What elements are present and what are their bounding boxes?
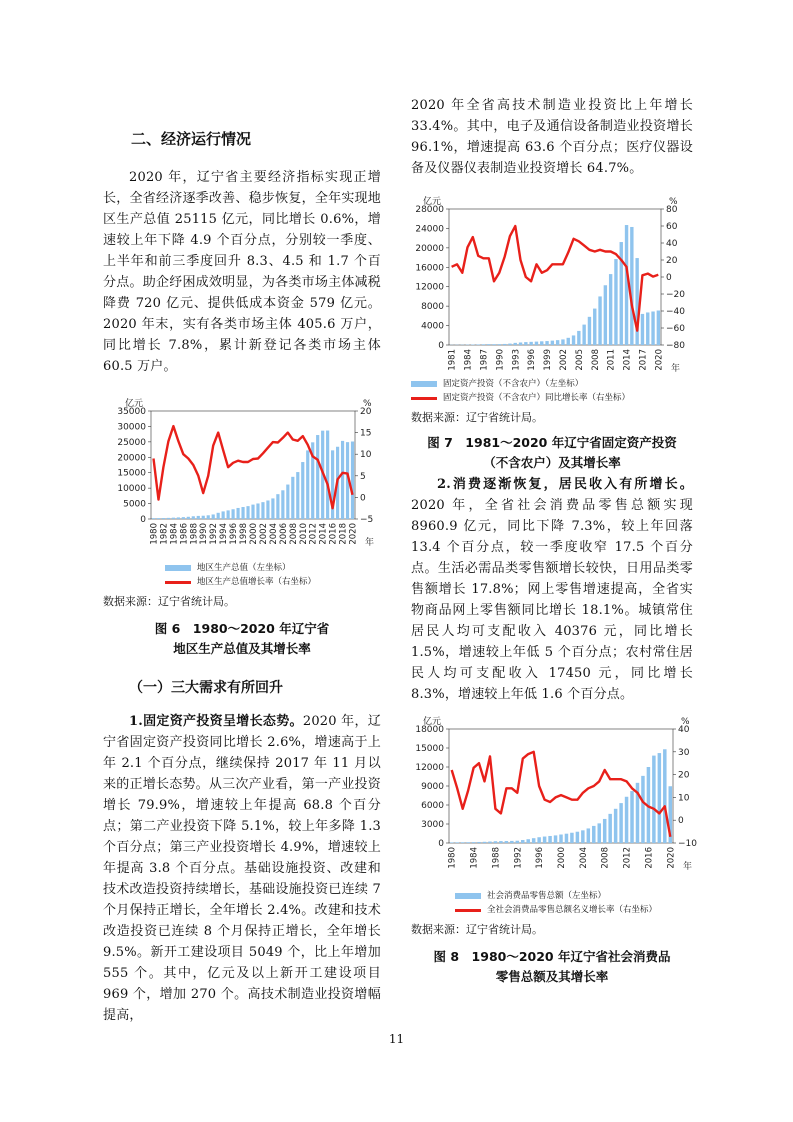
fig8-bar — [488, 842, 491, 843]
fig8-bar — [548, 836, 551, 843]
fig7-bar — [593, 309, 596, 345]
fig8-svg — [411, 713, 697, 889]
fig8-left-unit: 亿元 — [423, 717, 442, 727]
fig7-legend-line — [411, 391, 693, 405]
fig7-plot-frame — [449, 209, 661, 345]
fig6-x-tick-label: 1990 — [199, 523, 210, 545]
fig6-x-tick-label: 1984 — [169, 523, 180, 545]
legend-line-swatch — [411, 397, 437, 400]
fig7-bar — [588, 317, 591, 345]
fig6-bar — [212, 514, 215, 519]
fig8-bar — [505, 841, 508, 843]
fig7-bar — [657, 311, 660, 345]
investment-lead: 1.固定资产投资呈增长态势。 — [129, 714, 303, 729]
fig8-bar — [521, 840, 524, 843]
fig7-bar — [630, 227, 633, 345]
fig7-svg — [411, 191, 693, 377]
fig8-bar — [450, 842, 453, 843]
fig8-bar — [658, 753, 661, 843]
fig8-x-tick-label: 2000 — [557, 847, 567, 869]
fig8-bar — [526, 839, 529, 843]
legend-line-label: 地区生产总值增长率（右坐标） — [197, 577, 317, 587]
fig7-bar — [577, 331, 580, 345]
fig7-bar — [498, 344, 501, 345]
fig6-x-tick-label: 2002 — [258, 523, 269, 545]
fig8-bar — [466, 842, 469, 843]
fig8-x-tick-label: 2004 — [578, 847, 589, 869]
fig6-bar — [276, 494, 279, 519]
fig7-right-tick-label: −40 — [666, 307, 685, 317]
fig8-bar — [630, 791, 633, 843]
fig6-bar — [197, 516, 200, 519]
fig8-right-tick-label: −10 — [678, 839, 697, 849]
fig6-x-tick-label: 2018 — [338, 523, 349, 545]
fig6-bar — [251, 505, 254, 519]
fig7-right-tick-label: 40 — [666, 239, 678, 249]
fig8-source: 数据来源：辽宁省统计局。 — [411, 923, 543, 936]
fig8-right-tick-label: 20 — [678, 770, 690, 781]
fig8-bar — [559, 835, 562, 843]
legend-line-swatch — [455, 909, 481, 912]
figure-7-chart — [411, 191, 693, 377]
fig6-bar — [286, 485, 289, 519]
fig7-x-tick-label: 1981 — [447, 349, 458, 371]
fig8-bar — [625, 797, 628, 843]
fig8-bar — [455, 842, 458, 843]
fig7-bar — [540, 341, 543, 345]
fig6-left-tick-label: 5000 — [123, 499, 146, 510]
fig6-source: 数据来源：辽宁省统计局。 — [103, 595, 235, 608]
fig8-left-tick-label: 6000 — [421, 801, 444, 811]
fig6-caption — [103, 619, 381, 659]
fig8-bar — [587, 828, 590, 843]
fig6-right-tick-label: 10 — [360, 450, 372, 461]
fig8-bar — [603, 819, 606, 843]
fig6-bar — [157, 518, 160, 519]
fig7-bar — [561, 339, 564, 345]
fig6-bar — [301, 462, 304, 519]
fig6-bar — [177, 517, 180, 519]
fig6-left-tick-label: 30000 — [117, 422, 146, 433]
fig6-x-tick-label: 1980 — [149, 523, 160, 545]
fig7-source: 数据来源：辽宁省统计局。 — [411, 411, 543, 424]
fig6-left-tick-label: 0 — [140, 515, 146, 525]
fig6-bar — [182, 517, 185, 519]
fig6-x-tick-label: 2012 — [308, 523, 319, 545]
fig7-bar — [551, 341, 554, 345]
fig8-bar — [543, 837, 546, 843]
fig8-bar — [494, 841, 497, 843]
fig7-bar — [529, 342, 532, 345]
fig6-left-tick-label: 10000 — [117, 484, 146, 495]
fig7-bar — [609, 274, 612, 345]
fig8-bar — [461, 842, 464, 843]
fig7-legend — [411, 377, 693, 405]
fig7-bar — [519, 342, 522, 345]
fig8-legend-bar — [455, 889, 693, 903]
fig6-x-tick-label: 2016 — [328, 523, 339, 545]
fig8-left-tick-label: 15000 — [415, 744, 444, 754]
fig7-right-tick-label: −80 — [666, 341, 685, 351]
fig6-legend-bar — [165, 561, 381, 575]
fig7-x-tick-label: 1984 — [463, 349, 474, 371]
fig6-x-tick-label: 2004 — [268, 523, 279, 545]
fig7-x-tick-label: 1990 — [495, 349, 506, 371]
fig6-bar — [291, 477, 294, 519]
fig7-bar — [614, 259, 617, 345]
fig6-bar — [202, 516, 205, 519]
right-column — [411, 95, 697, 987]
fig7-bar — [556, 340, 559, 345]
fig8-x-tick-label: 2016 — [644, 847, 655, 869]
fig7-x-tick-label: 1987 — [479, 349, 490, 371]
fig7-bar — [604, 285, 607, 345]
fig7-x-tick-label: 1993 — [511, 349, 522, 371]
fig8-x-tick-label: 2012 — [622, 847, 633, 869]
fig7-bar — [635, 258, 638, 345]
fig7-left-tick-label: 16000 — [415, 263, 444, 274]
fig7-left-tick-label: 0 — [438, 341, 444, 351]
fig8-x-tick-label: 2020 — [666, 847, 677, 869]
fig6-bar — [316, 435, 319, 519]
consumption-body: 2020 年，全省社会消费品零售总额实现 8960.9 亿元，同比下降 7.3%，较上年回落 13.4 个百分点，较一季度收窄 17.5 个百分点。生活必需品类零售额增长较快，日用品类零售额增长 17.8%；网上零售增速提高，全省实物商品网上零售额同比增长 18.1%。城镇常住居民人均可支配收入 40376 元，同比增长 1.5%，增速较上年低 5 个百分点；农村常住居民人均可支配收入 17450 元，同比增长 8.3%，增速较上年低 1.6 个百分点。 — [411, 498, 693, 702]
legend-bar-label: 固定资产投资（不含农户）（左坐标） — [443, 379, 584, 389]
fig7-legend-bar — [411, 377, 693, 391]
fig8-x-tick-label: 1980 — [447, 847, 458, 869]
fig7-bar — [492, 344, 495, 345]
fig6-bar — [217, 513, 220, 519]
consumption-lead: 2.消费逐渐恢复，居民收入有所增长。 — [437, 477, 693, 492]
fig6-bar — [162, 518, 165, 519]
fig6-bar — [266, 500, 269, 519]
fig7-x-tick-label: 2008 — [590, 349, 601, 371]
fig7-left-tick-label: 28000 — [415, 205, 444, 215]
fig7-x-tick-label: 1996 — [527, 349, 538, 371]
fig8-caption-line1: 图 8 1980～2020 年辽宁省社会消费品 — [433, 949, 671, 964]
fig8-bar — [554, 835, 557, 843]
fig8-bar — [532, 838, 535, 843]
fig8-left-tick-label: 12000 — [415, 763, 444, 773]
fig6-x-tick-label: 2000 — [249, 523, 259, 545]
fig7-right-tick-label: 20 — [666, 256, 678, 266]
fig6-x-tick-label: 2014 — [318, 523, 329, 545]
fig7-bar — [476, 344, 479, 345]
fig6-right-unit: % — [363, 399, 372, 409]
fig7-bar — [487, 344, 490, 345]
fig6-bar — [222, 511, 225, 519]
fig6-right-tick-label: −5 — [360, 515, 374, 525]
fig8-left-tick-label: 18000 — [415, 725, 444, 735]
fig6-left-tick-label: 25000 — [117, 437, 146, 448]
fig8-x-tick-label: 1992 — [513, 847, 524, 869]
fig8-bar — [614, 809, 617, 843]
fig7-bar — [598, 296, 601, 345]
legend-line-label: 固定资产投资（不含农户）同比增长率（右坐标） — [443, 393, 631, 403]
fig7-bar — [646, 312, 649, 345]
legend-bar-label: 社会消费品零售总额（左坐标） — [487, 891, 607, 901]
legend-bar-swatch — [455, 893, 481, 899]
legend-bar-swatch — [165, 565, 191, 571]
fig8-bar — [499, 841, 502, 843]
fig7-bar — [524, 342, 527, 345]
fig8-bar — [576, 832, 579, 843]
fig7-caption-line2: （不含农户）及其增长率 — [483, 455, 621, 470]
fig6-plot-frame — [151, 411, 355, 519]
paragraph-economy-overview: 2020 年，辽宁省主要经济指标实现正增长，全省经济逐季改善、稳步恢复，全年实现地区生产总值 25115 亿元，同比增长 0.6%，增速较上年下降 4.9 个百分点，分别较一季度、上半年和前三季度回升 8.3、4.5 和 1.7 个百分点。助企纾困成效明显，为各类市场主体减税降费 720 亿元、提供低成本资金 579 亿元。2020 年末，实有各类市场主体 405.6 万户，同比增长 7.8%，累计新登记各类市场主体 60.5 万户。 — [103, 170, 381, 374]
fig6-bar — [341, 441, 344, 519]
fig7-x-tick-label: 2011 — [606, 349, 617, 371]
fig6-x-tick-label: 1998 — [239, 523, 250, 545]
fig8-legend-line — [455, 903, 693, 917]
fig8-right-tick-label: 30 — [678, 747, 690, 758]
fig6-right-tick-label: 0 — [360, 493, 366, 504]
fig7-x-tick-label: 2020 — [654, 349, 665, 371]
fig6-right-tick-label: 15 — [360, 428, 372, 439]
legend-bar-label: 地区生产总值（左坐标） — [197, 563, 291, 573]
fig8-bar — [510, 841, 513, 843]
fig7-left-tick-label: 20000 — [415, 243, 444, 254]
fig7-left-tick-label: 12000 — [415, 282, 444, 293]
fig8-bar — [581, 830, 584, 843]
fig6-caption-line2: 地区生产总值及其增长率 — [173, 641, 311, 656]
fig8-bar — [516, 841, 519, 843]
fig7-bar — [651, 311, 654, 345]
section-title: 二、经济运行情况 — [131, 130, 252, 148]
fig6-x-tick-label: 1994 — [219, 523, 230, 545]
fig8-right-tick-label: 10 — [678, 793, 690, 804]
fig7-right-tick-label: 80 — [666, 205, 678, 215]
fig6-bar — [296, 472, 299, 519]
fig8-right-tick-label: 0 — [678, 816, 684, 827]
fig8-right-tick-label: 40 — [678, 725, 690, 735]
fig6-left-tick-label: 15000 — [117, 468, 146, 479]
fig6-bar — [351, 442, 354, 519]
fig7-right-tick-label: 0 — [666, 273, 672, 283]
fig6-x-tick-label: 1992 — [209, 523, 220, 545]
fig6-left-tick-label: 35000 — [117, 407, 146, 417]
fig6-bar — [172, 518, 175, 519]
fig6-bar — [271, 498, 274, 519]
fig7-x-tick-label: 2014 — [622, 349, 633, 371]
fig7-right-tick-label: 60 — [666, 222, 678, 232]
fig6-right-tick-label: 20 — [360, 407, 372, 417]
fig6-bar — [306, 450, 309, 519]
fig7-bar — [641, 314, 644, 345]
fig6-bar — [236, 508, 239, 519]
fig7-bar — [545, 341, 548, 345]
fig7-bar — [535, 342, 538, 345]
fig8-bar — [597, 823, 600, 843]
fig8-bar — [570, 833, 573, 843]
fig8-caption-line2: 零售总额及其增长率 — [495, 969, 609, 984]
fig7-bar — [567, 338, 570, 345]
fig6-svg — [103, 395, 381, 561]
fig7-bar — [482, 344, 485, 345]
fig7-caption — [411, 433, 693, 473]
fig8-x-tick-label: 1984 — [469, 847, 480, 869]
fig6-bar — [232, 509, 235, 519]
left-column — [103, 88, 381, 1026]
fig8-bar — [592, 826, 595, 843]
fig8-right-unit: % — [681, 717, 690, 727]
fig6-bar — [261, 502, 264, 519]
fig7-bar — [514, 343, 517, 345]
fig7-right-tick-label: −60 — [666, 324, 685, 334]
fig6-x-tick-label: 1982 — [159, 523, 170, 545]
fig8-bar — [472, 842, 475, 843]
fig7-x-tick-label: 2017 — [638, 349, 649, 371]
fig6-bar — [326, 431, 329, 519]
fig7-left-tick-label: 4000 — [421, 321, 444, 332]
fig7-x-tick-label: 2005 — [574, 349, 585, 371]
fig7-x-tick-label: 2002 — [558, 349, 569, 371]
fig6-bar — [187, 517, 190, 519]
investment-body: 2020 年，辽宁省固定资产投资同比增长 2.6%，增速高于上年 2.1 个百分点，继续保持 2017 年 11 月以来的正增长态势。从三次产业看，第一产业投资增长 79.9%，增速较上年提高 68.8 个百分点；第二产业投资下降 5.1%，较上年多降 1.3 个百分点；第三产业投资增长 4.9%，增速较上年提高 3.8 个百分点。基础设施投资、改建和技术改造投资持续增长，基础设施投资已连续 7 个月保持正增长，全年增长 2.4%。改建和技术改造投资已连续 8 个月保持正增长，全年增长 9.5%。新开工建设项目 5049 个，比上年增加 555 个。其中，亿元及以上新开工建设项目 969 个，增加 270 个。高技术制造业投资增幅提高， — [103, 714, 381, 1023]
fig7-bar — [503, 344, 506, 345]
fig7-bar — [582, 325, 585, 345]
fig6-bar — [246, 506, 249, 519]
fig6-x-tick-label: 1996 — [229, 523, 240, 545]
page-number: 11 — [388, 1032, 405, 1046]
fig8-bar — [608, 814, 611, 843]
fig7-left-unit: 亿元 — [423, 197, 442, 207]
fig7-x-tick-label: 1999 — [543, 349, 554, 371]
fig7-right-tick-label: −20 — [666, 290, 685, 300]
fig7-x-unit: 年 — [671, 364, 681, 374]
fig7-right-unit: % — [669, 197, 678, 207]
fig7-caption-line1: 图 7 1981～2020 年辽宁省固定资产投资 — [427, 435, 677, 450]
fig8-bar — [652, 756, 655, 843]
fig8-left-tick-label: 0 — [438, 839, 444, 849]
fig8-left-tick-label: 9000 — [421, 782, 444, 792]
paragraph-investment — [103, 711, 381, 1026]
fig8-bar — [565, 834, 568, 843]
fig7-bar — [508, 344, 511, 345]
fig7-bar — [625, 225, 628, 345]
fig6-bar — [241, 507, 244, 519]
fig8-bar — [641, 776, 644, 843]
fig6-right-tick-label: 5 — [360, 471, 366, 482]
fig8-x-tick-label: 1988 — [491, 847, 502, 869]
fig6-x-tick-label: 2020 — [348, 523, 359, 545]
fig8-plot-frame — [449, 729, 673, 843]
fig6-left-tick-label: 20000 — [117, 453, 146, 464]
fig6-caption-line1: 图 6 1980～2020 年辽宁省 — [154, 621, 330, 636]
fig6-bar — [167, 518, 170, 519]
fig8-legend — [455, 889, 693, 917]
fig6-legend — [165, 561, 381, 589]
fig8-bar — [619, 803, 622, 843]
fig6-bar — [192, 516, 195, 519]
fig8-bar — [663, 749, 666, 843]
legend-line-swatch — [165, 581, 191, 584]
fig6-bar — [256, 503, 259, 519]
fig6-bar — [227, 510, 230, 519]
fig6-x-tick-label: 1988 — [189, 523, 200, 545]
fig6-x-unit: 年 — [365, 538, 375, 548]
paragraph-consumption — [411, 474, 693, 705]
fig8-left-tick-label: 3000 — [421, 820, 444, 830]
fig8-x-unit: 年 — [683, 862, 693, 872]
fig6-x-tick-label: 1986 — [179, 523, 190, 545]
fig8-x-tick-label: 2008 — [600, 847, 611, 869]
fig8-bar — [483, 842, 486, 843]
fig6-x-tick-label: 2010 — [298, 523, 309, 545]
fig6-bar — [281, 490, 284, 519]
legend-line-label: 全社会消费品零售总额名义增长率（右坐标） — [487, 905, 658, 915]
fig6-left-unit: 亿元 — [125, 399, 144, 409]
fig6-bar — [207, 515, 210, 519]
paragraph-hightech: 2020 年全省高技术制造业投资比上年增长 33.4%。其中，电子及通信设备制造业投资增长 96.1%，增速提高 63.6 个百分点；医疗仪器设备及仪器仪表制造业投资增长 64.7%。 — [411, 98, 693, 176]
fig8-bar — [477, 842, 480, 843]
fig8-caption — [411, 947, 693, 987]
fig6-x-tick-label: 2008 — [288, 523, 299, 545]
fig7-left-tick-label: 8000 — [421, 302, 444, 313]
subsection-title: （一）三大需求有所回升 — [129, 680, 283, 696]
figure-6-chart — [103, 395, 381, 561]
fig7-bar — [572, 335, 575, 345]
fig8-bar — [537, 837, 540, 843]
fig6-legend-line — [165, 575, 381, 589]
fig7-left-tick-label: 24000 — [415, 224, 444, 235]
figure-8-chart — [411, 713, 697, 889]
fig6-x-tick-label: 2006 — [278, 523, 289, 545]
fig8-x-tick-label: 1996 — [535, 847, 546, 869]
legend-bar-swatch — [411, 381, 437, 387]
fig6-bar — [152, 518, 155, 519]
